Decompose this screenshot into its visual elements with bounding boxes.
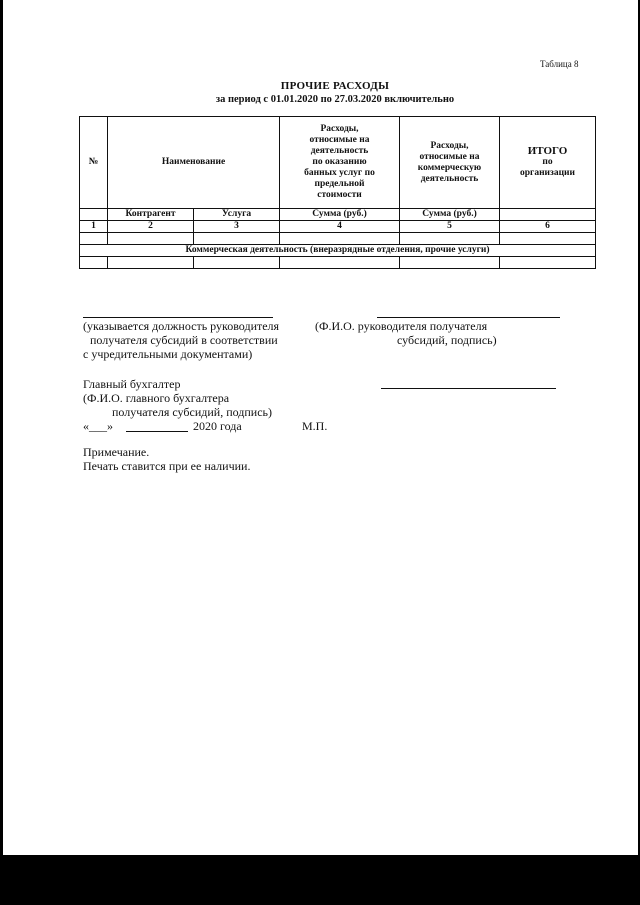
accountant-caption-line-1: (Ф.И.О. главного бухгалтера (83, 391, 230, 405)
table-row (80, 233, 596, 245)
fio-caption-line-1: (Ф.И.О. руководителя получателя (315, 319, 488, 333)
position-caption-line-3: с учредительными документами) (83, 347, 253, 361)
note-text: Печать ставится при ее наличии. (83, 459, 251, 473)
section-row (80, 245, 596, 257)
document-title: ПРОЧИЕ РАСХОДЫ (280, 80, 390, 92)
fio-caption-line-2: субсидий, подпись) (397, 333, 497, 347)
position-caption-line-1: (указывается должность руководителя (83, 319, 280, 333)
table-subheader-row (80, 209, 596, 221)
subheader-empty (80, 209, 108, 221)
header-subsidy-expenses: Расходы, относимые на деятельность по оказанию банных услуг по предельной стоимости (280, 117, 400, 209)
section-title: Коммерческая деятельность (внеразрядные отделения, прочие услуги) (80, 245, 596, 257)
table-header-row (80, 117, 596, 209)
table-number: Таблица 8 (540, 59, 579, 69)
date-day-field: «___» (83, 419, 113, 433)
document-subtitle: за период с 01.01.2020 по 27.03.2020 включительно (215, 94, 455, 105)
header-commercial-expenses: Расходы, относимые на коммерческую деятельность (400, 117, 500, 209)
fio-signature-line (377, 317, 560, 318)
col-number-3: 3 (194, 221, 280, 233)
date-month-line (126, 431, 188, 432)
table-row (80, 257, 596, 269)
scan-edge-left (0, 0, 3, 905)
col-number-2: 2 (108, 221, 194, 233)
date-year: 2020 года (193, 419, 242, 433)
col-number-4: 4 (280, 221, 400, 233)
subheader-sum-subsidy: Сумма (руб.) (280, 209, 400, 221)
header-name: Наименование (108, 117, 280, 209)
header-number: № (80, 117, 108, 209)
subheader-sum-commercial: Сумма (руб.) (400, 209, 500, 221)
col-number-6: 6 (500, 221, 596, 233)
header-total: ИТОГО по организации (500, 117, 596, 209)
subheader-service: Услуга (194, 209, 280, 221)
accountant-signature-line (381, 388, 556, 389)
expenses-table (79, 116, 596, 269)
subheader-total-empty (500, 209, 596, 221)
note-title: Примечание. (83, 445, 150, 459)
position-caption-line-2: получателя субсидий в соответствии (90, 333, 278, 347)
subheader-counterparty: Контрагент (108, 209, 194, 221)
column-numbers-row (80, 221, 596, 233)
accountant-caption-line-2: получателя субсидий, подпись) (112, 405, 273, 419)
col-number-5: 5 (400, 221, 500, 233)
chief-accountant-label: Главный бухгалтер (83, 377, 181, 391)
position-signature-line (83, 317, 273, 318)
stamp-place: М.П. (302, 419, 328, 433)
col-number-1: 1 (80, 221, 108, 233)
scan-edge-bottom (0, 855, 640, 905)
